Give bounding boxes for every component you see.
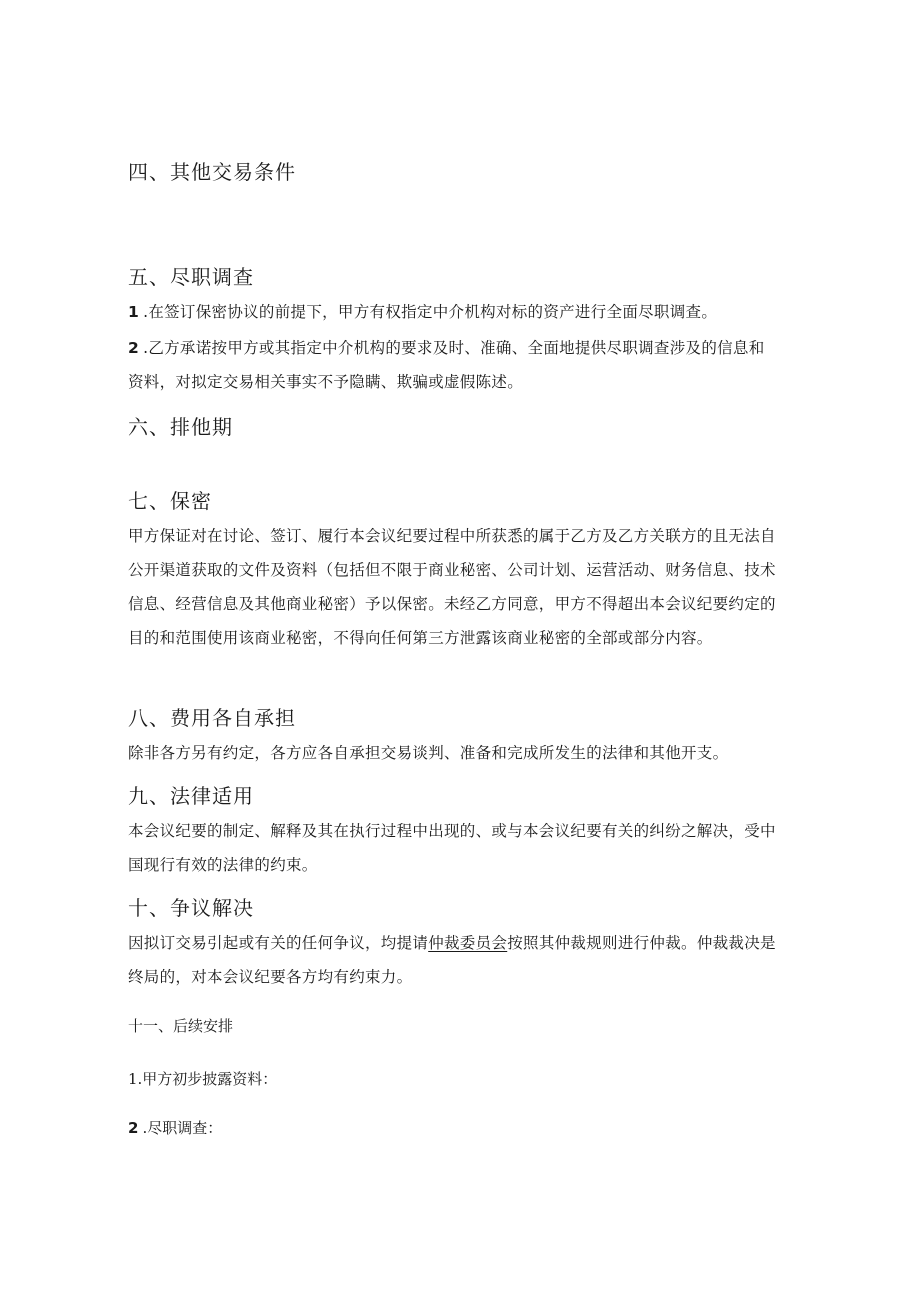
section-8-heading: 八、费用各自承担 (128, 706, 296, 730)
section-5-heading: 五、尽职调查 (128, 265, 254, 289)
section-11-item-2-text: .尽职调查： (142, 1119, 223, 1137)
section-4-heading: 四、其他交易条件 (128, 160, 296, 184)
section-11-item-2-number: 2 (128, 1119, 139, 1137)
section-8-body: 除非各方另有约定，各方应各自承担交易谈判、准备和完成所发生的法律和其他开支。 (128, 744, 729, 762)
section-7-body: 甲方保证对在讨论、签订、履行本会议纪要过程中所获悉的属于乙方及乙方关联方的且无法自公开渠道获取的文件及资料（包括但不限于商业秘密、公司计划、运营活动、财务信息、技术信息、经营信息及其他商业秘密）予以保密。未经乙方同意，甲方不得超出本会议纪要约定的目的和范围使用该商业秘密，不得向任何第三方泄露该商业秘密的全部或部分内容。 (128, 527, 776, 647)
section-10-body (128, 926, 778, 994)
section-10-body-end: 按照其仲裁规则进行仲裁。仲裁裁决是终局的，对本会议纪要各方均有约束力。 (128, 934, 776, 986)
section-9-body: 本会议纪要的制定、解释及其在执行过程中出现的、或与本会议纪要有关的纠纷之解决，受中国现行有效的法律的约束。 (128, 822, 776, 874)
section-11-heading: 十一、后续安排 (128, 1017, 234, 1035)
section-9-heading: 九、法律适用 (128, 784, 254, 808)
section-5-item-2-text: .乙方承诺按甲方或其指定中介机构的要求及时、准确、全面地提供尽职调查涉及的信息和资料，对拟定交易相关事实不予隐瞒、欺骗或虚假陈述。 (128, 339, 765, 391)
section-6-heading: 六、排他期 (128, 415, 233, 439)
arbitration-committee-blank: 仲裁委员会 (428, 934, 508, 952)
section-5-item-1 (128, 295, 778, 329)
section-5-item-2-number: 2 (128, 339, 140, 357)
section-5-item-1-number: 1 (128, 303, 140, 321)
section-7-heading: 七、保密 (128, 489, 212, 513)
section-11-item-2 (128, 1118, 222, 1138)
section-10-body-start: 因拟订交易引起或有关的任何争议，均提请 (128, 934, 429, 952)
section-11-item-1: 1.甲方初步披露资料： (128, 1070, 278, 1088)
section-5-item-2 (128, 331, 778, 399)
section-10-heading: 十、争议解决 (128, 896, 254, 920)
section-5-item-1-text: .在签订保密协议的前提下，甲方有权指定中介机构对标的资产进行全面尽职调查。 (143, 303, 718, 321)
